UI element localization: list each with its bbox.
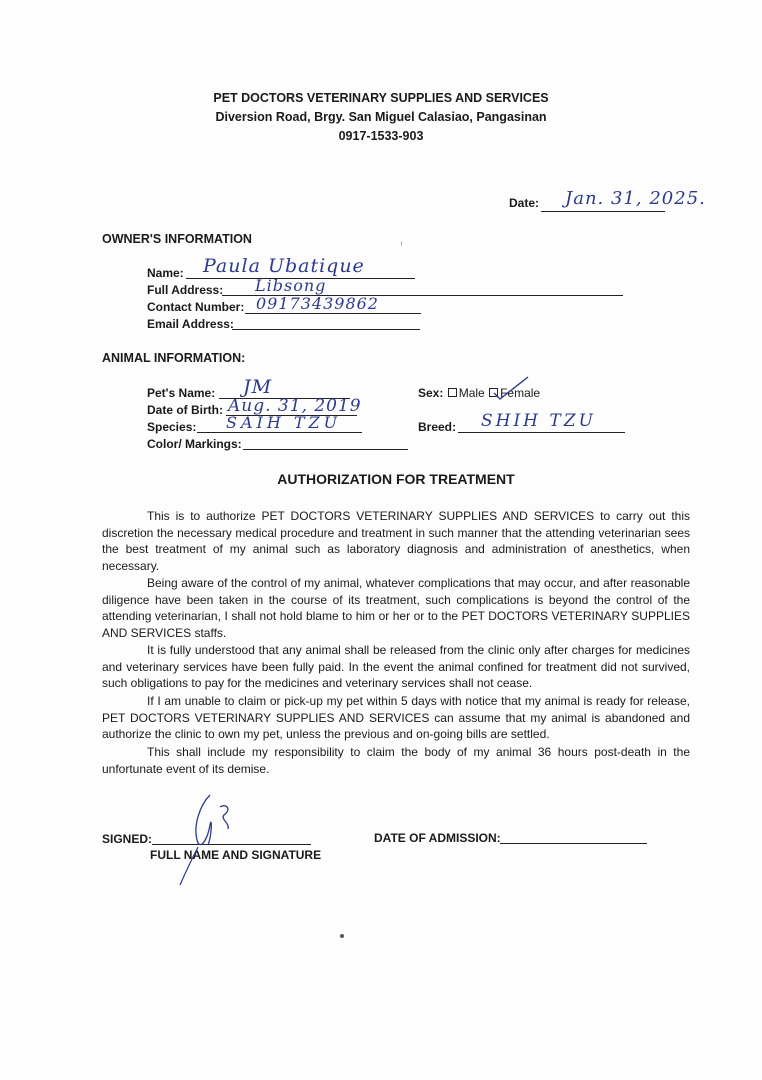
species-label: Species: — [147, 420, 197, 434]
handwritten-signature — [170, 785, 240, 890]
breed-line — [458, 432, 625, 433]
company-address: Diversion Road, Brgy. San Miguel Calasiao, Pangasinan — [215, 110, 547, 124]
dob-value[interactable]: Aug. 31, 2019 — [228, 396, 362, 416]
owner-section-heading: OWNER'S INFORMATION — [102, 232, 252, 246]
date-of-admission-label: DATE OF ADMISSION: — [374, 831, 501, 845]
authorization-paragraph-2: Being aware of the control of my animal, whatever complications that may occur, and after reasonable diligence have been taken in the course of its treatment, such complications is beyond the control of the attending veterinarian, I shall not hold blame to him or her or to the PET DOCTORS VETERINARY SUPPLIES AND SERVICES staffs. — [102, 576, 690, 640]
full-name-signature-caption: FULL NAME AND SIGNATURE — [150, 848, 322, 862]
authorization-paragraph-1: This is to authorize PET DOCTORS VETERINARY SUPPLIES AND SERVICES to carry out this discretion the necessary medical procedure and treatment in such manner that the attending veterinarian sees the best treatment of my animal such as laboratory diagnosis and administration of anesthetics, when necessary. — [102, 509, 690, 573]
female-option-label: Female — [500, 386, 541, 400]
pet-name-value[interactable]: JM — [243, 376, 273, 398]
male-option-label: Male — [458, 386, 485, 400]
date-value[interactable]: Jan. 31, 2025. — [565, 188, 706, 209]
owner-address-label: Full Address: — [147, 283, 224, 297]
male-checkbox[interactable] — [448, 388, 457, 397]
species-line — [197, 432, 362, 433]
sex-label: Sex: — [418, 386, 444, 400]
paper-speck — [401, 241, 402, 246]
female-check-mark — [488, 373, 541, 403]
color-markings-line — [243, 449, 408, 450]
owner-contact-value[interactable]: 09173439862 — [256, 294, 379, 313]
date-of-admission-line[interactable] — [500, 843, 647, 844]
owner-name-label: Name: — [147, 266, 184, 280]
dob-label: Date of Birth: — [147, 403, 223, 417]
company-phone: 0917-1533-903 — [338, 129, 424, 143]
authorization-paragraph-5: This shall include my responsibility to claim the body of my animal 36 hours post-death in the unfortunate event of its demise. — [102, 745, 690, 776]
company-name: PET DOCTORS VETERINARY SUPPLIES AND SERVICES — [213, 91, 549, 105]
signed-label: SIGNED: — [102, 832, 153, 846]
authorization-paragraph-3: It is fully understood that any animal shall be released from the clinic only after charges for medicines and veterinary services have been fully paid. In the event the animal confined for treatment did not survived, such obligations to pay for the medicines and veterinary services shall not cease. — [102, 643, 690, 691]
color-markings-label: Color/ Markings: — [147, 437, 242, 451]
owner-address-value[interactable]: Libsong — [255, 276, 327, 295]
date-label: Date: — [509, 196, 540, 210]
owner-contact-label: Contact Number: — [147, 300, 245, 314]
owner-email-line — [232, 329, 420, 330]
authorization-paragraph-4: If I am unable to claim or pick-up my pet within 5 days with notice that my animal is ready for release, PET DOCTORS VETERINARY SUPPLIES AND SERVICES can assume that my animal is abandoned and authorize the clinic to own my pet, unless the previous and on-going bills are settled. — [102, 694, 690, 742]
authorization-title: AUTHORIZATION FOR TREATMENT — [277, 471, 515, 487]
owner-contact-line — [245, 313, 421, 314]
animal-section-heading: ANIMAL INFORMATION: — [102, 351, 246, 365]
paper-speck — [340, 934, 344, 938]
date-line — [541, 211, 665, 212]
species-value[interactable]: SAIH TZU — [226, 413, 342, 432]
breed-value[interactable]: SHIH TZU — [481, 411, 596, 431]
owner-email-label: Email Address: — [147, 317, 234, 331]
breed-label: Breed: — [418, 420, 457, 434]
owner-name-value[interactable]: Paula Ubatique — [203, 255, 365, 277]
pet-name-label: Pet's Name: — [147, 386, 216, 400]
